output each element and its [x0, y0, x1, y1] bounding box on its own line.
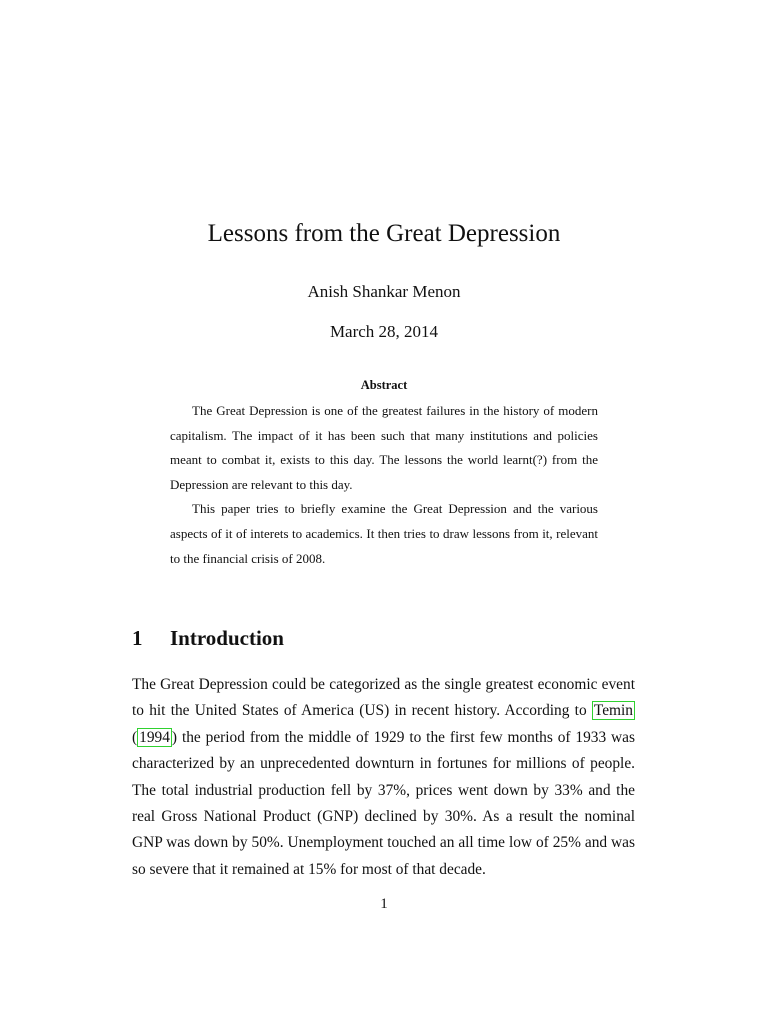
- body-text-before: The Great Depression could be categorized as the single greatest economic event to hit the United States of America (US) in recent history. According to: [132, 676, 635, 720]
- section-title: Introduction: [170, 626, 284, 650]
- citation-open: (: [132, 728, 138, 746]
- page-number: 1: [380, 896, 388, 912]
- body-paragraph: [132, 672, 635, 883]
- abstract-heading: Abstract: [360, 378, 408, 392]
- section-body: [132, 672, 635, 883]
- body-text-after: the period from the middle of 1929 to the first few months of 1933 was characterized by an unprecedented downturn in fortunes for millions of people. The total industrial production fell by 37%, prices went down by 33% and the real Gross National Product (GNP) declined by 30%. As a result the nominal GNP was down by 50%. Unemployment touched an all time low of 25% and was so severe that it remained at 15% for most of that decade.: [132, 728, 635, 878]
- citation-link-author[interactable]: Temin: [593, 702, 633, 720]
- paper-title: Lessons from the Great Depression: [207, 220, 561, 247]
- abstract-paragraph: The Great Depression is one of the greatest failures in the history of modern capitalism. The impact of it has been such that many institutions and policies meant to combat it, exists to this day. The lessons the world learnt(?) from the Depression are relevant to this day.: [170, 403, 598, 492]
- abstract-paragraph: This paper tries to briefly examine the Great Depression and the various aspects of it of interets to academics. It then tries to draw lessons from it, relevant to the financial crisis of 2008.: [170, 501, 598, 566]
- paper-date: March 28, 2014: [329, 322, 439, 341]
- section-number: 1: [132, 626, 143, 650]
- citation-link-year[interactable]: 1994: [139, 728, 170, 746]
- citation-close: ): [171, 728, 178, 746]
- author-name: Anish Shankar Menon: [307, 282, 461, 301]
- abstract-body: [170, 399, 598, 571]
- section-heading: [132, 626, 284, 651]
